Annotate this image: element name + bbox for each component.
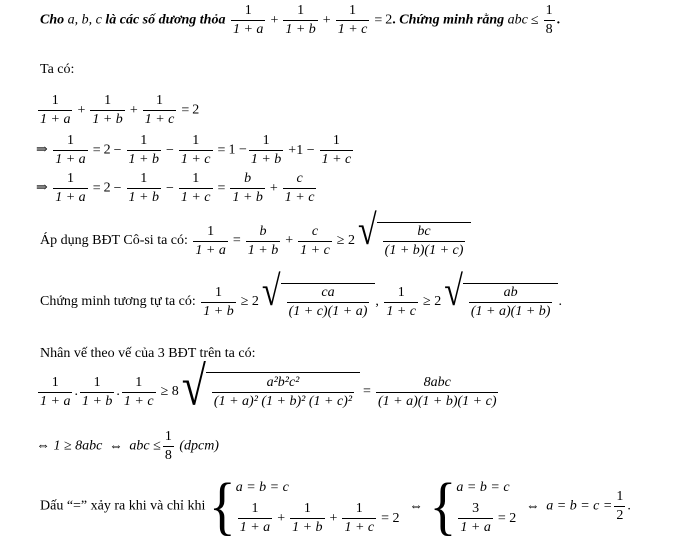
- system-2: a = b = c $\frac{3}{1 + a}$ = 2: [456, 480, 517, 535]
- equation-line-3: ⇒ $\frac{1}{1 + a}$ = 2 − $\frac{1}{1 + b}$ − $\frac{1}{1 + c}$ = $\frac{b}{1 + b}$ + $\frac{c}{1 + c}$: [36, 171, 315, 205]
- fraction-1-over-1b: $\frac{1}{1 + b}$: [285, 3, 316, 37]
- similar-text: Chứng minh tương tự ta có:: [40, 294, 196, 310]
- cauchy-line: Áp dụng BĐT Cô-si ta có: $\frac{1}{1 + a}$ = $\frac{b}{1 + b}$ + $\frac{c}{1 + c}$ ≥ 2 √ $\frac{bc}{(1 + b)(1 + c)}$: [40, 222, 471, 260]
- cauchy-text: Áp dụng BĐT Cô-si ta có:: [40, 233, 188, 249]
- multiply-text: Nhân vế theo vế của 3 BĐT trên ta có:: [40, 346, 256, 361]
- multiply-equation: $\frac{1}{1 + a}$ . $\frac{1}{1 + b}$ . $\frac{1}{1 + c}$ ≥ 8 √ $\frac{\text{a²b²c²}}{\text{(1 + a)² (1 + b)² (1 + c)²}}$ = $\frac{\text{8abc}}{(1 + a)(1 + b)(1 + c)}$: [40, 355, 497, 417]
- intro-text: Ta có:: [40, 62, 75, 77]
- fraction-1-over-1c: $\frac{1}{1 + c}$: [337, 3, 368, 37]
- left-brace-2: {: [429, 470, 457, 543]
- sqrt-ca: √ $\frac{ca}{(1 + c)(1 + a)}$: [262, 283, 375, 321]
- problem-statement: Cho a, b, c là các số dương thỏa $\frac{1}{1 + a}$ + $\frac{1}{1 + b}$ + $\frac{1}{1 + c}$ = 2. Chứng minh rằng abc ≤ $\frac{1}{8}$ .: [40, 3, 561, 37]
- equality-line: Dấu “=” xảy ra khi và chỉ khi { a = b = c $\frac{1}{1 + a}$ + $\frac{1}{1 + b}$ + $\frac{1}{1 + c}$ = 2 ⇔ { a = b = c $\frac{3}{1 + a}$ = 2 ⇔ a = b = c = $\frac{1}{2}$ .: [40, 470, 631, 543]
- sqrt-product: √ $\frac{\text{a²b²c²}}{\text{(1 + a)² (1 + b)² (1 + c)²}}$: [182, 372, 360, 412]
- similar-line: Chứng minh tương tự ta có: $\frac{1}{1 + b}$ ≥ 2 √ $\frac{ca}{(1 + c)(1 + a)}$ , $\frac{1}{1 + c}$ ≥ 2 √ $\frac{ab}{(1 + a)(1 + b)}$ .: [40, 268, 562, 319]
- problem-middle: là các số dương thỏa: [105, 12, 226, 28]
- problem-prefix: Cho: [40, 12, 65, 28]
- system-1: a = b = c $\frac{1}{1 + a}$ + $\frac{1}{1 + b}$ + $\frac{1}{1 + c}$ = 2: [235, 480, 400, 535]
- fraction-1-over-1a: $\frac{1}{1 + a}$: [232, 3, 264, 37]
- equality-text: Dấu “=” xảy ra khi và chỉ khi: [40, 498, 206, 514]
- sqrt-bc: √ $\frac{bc}{(1 + b)(1 + c)}$: [358, 222, 471, 260]
- result-line: ⇔ 1 ≥ 8abc ⇔ abc ≤ $\frac{1}{8}$ (dpcm): [36, 429, 219, 463]
- left-brace: {: [208, 470, 236, 543]
- fraction-1-over-8: $\frac{1}{8}$: [545, 3, 553, 37]
- equation-line-2: ⇒ $\frac{1}{1 + a}$ = 2 − $\frac{1}{1 + b}$ − $\frac{1}{1 + c}$ = 1 − $\frac{1}{1 + b}$ +1 − $\frac{1}{1 + c}$: [36, 133, 352, 167]
- problem-vars: a, b, c: [67, 12, 102, 28]
- equation-line-1: $\frac{1}{1 + a}$ + $\frac{1}{1 + b}$ + $\frac{1}{1 + c}$ = 2: [40, 93, 200, 127]
- sqrt-ab: √ $\frac{ab}{(1 + a)(1 + b)}$: [444, 283, 558, 321]
- problem-prove: Chứng minh rằng: [399, 12, 505, 28]
